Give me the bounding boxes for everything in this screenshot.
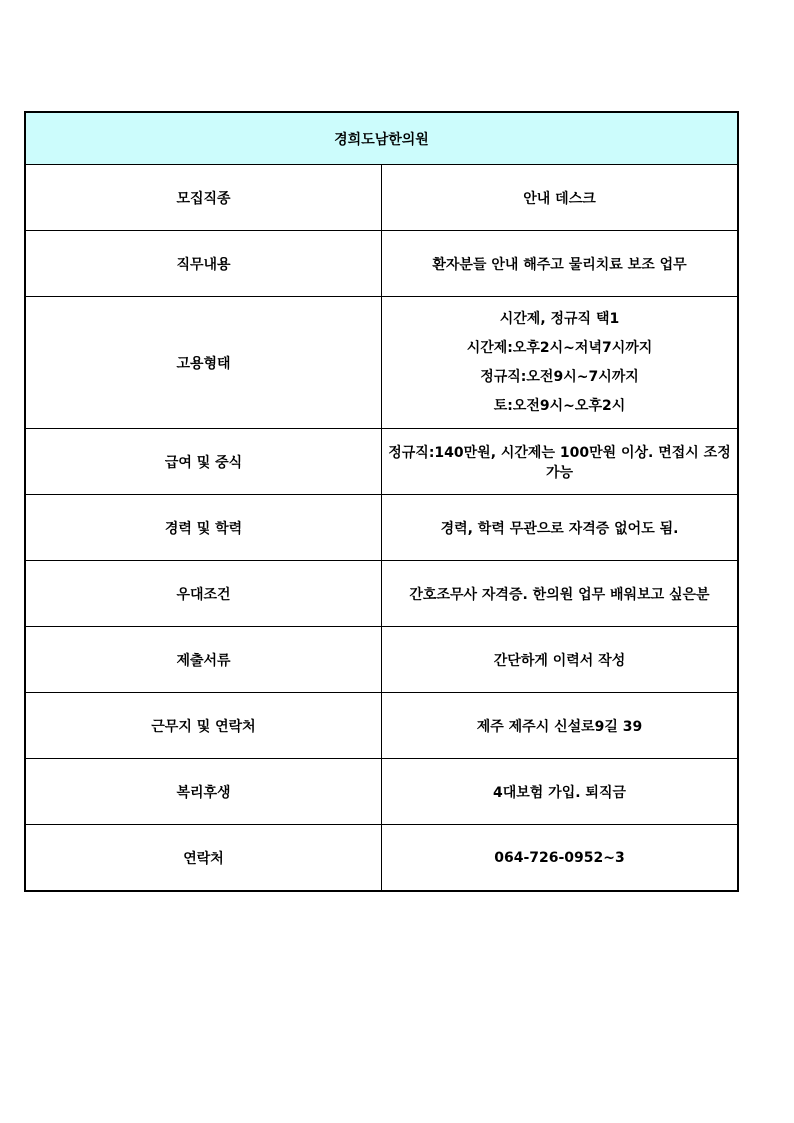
row-value-preferred: 간호조무사 자격증. 한의원 업무 배워보고 싶은분	[382, 561, 739, 627]
row-label-salary: 급여 및 중식	[25, 429, 382, 495]
row-value-location: 제주 제주시 신설로9길 39	[382, 693, 739, 759]
table-row	[25, 825, 738, 892]
employment-line: 시간제:오후2시~저녁7시까지	[466, 339, 653, 356]
row-value-experience: 경력, 학력 무관으로 자격증 없어도 됨.	[382, 495, 739, 561]
row-label-contact: 연락처	[25, 825, 382, 892]
table-row	[25, 561, 738, 627]
row-label-benefits: 복리후생	[25, 759, 382, 825]
table-row	[25, 693, 738, 759]
row-label-experience: 경력 및 학력	[25, 495, 382, 561]
clinic-title: 경희도남한의원	[25, 112, 738, 165]
row-label-duties: 직무내용	[25, 231, 382, 297]
employment-line: 정규직:오전9시~7시까지	[480, 368, 639, 385]
table-row	[25, 231, 738, 297]
job-posting-table	[24, 111, 739, 892]
row-value-duties: 환자분들 안내 해주고 물리치료 보조 업무	[382, 231, 739, 297]
row-value-benefits: 4대보험 가입. 퇴직금	[382, 759, 739, 825]
row-label-job-type: 모집직종	[25, 165, 382, 231]
row-value-documents: 간단하게 이력서 작성	[382, 627, 739, 693]
employment-line: 토:오전9시~오후2시	[493, 397, 626, 414]
row-label-documents: 제출서류	[25, 627, 382, 693]
title-row	[25, 112, 738, 165]
row-value-salary: 정규직:140만원, 시간제는 100만원 이상. 면접시 조정가능	[382, 429, 739, 495]
row-label-preferred: 우대조건	[25, 561, 382, 627]
row-label-employment-type: 고용형태	[25, 297, 382, 429]
table-row	[25, 165, 738, 231]
table-row	[25, 759, 738, 825]
table-row	[25, 627, 738, 693]
row-value-employment-type	[382, 297, 739, 429]
table-row	[25, 429, 738, 495]
row-label-location: 근무지 및 연락처	[25, 693, 382, 759]
table-row	[25, 297, 738, 429]
row-value-job-type: 안내 데스크	[382, 165, 739, 231]
table-row	[25, 495, 738, 561]
employment-line: 시간제, 정규직 택1	[499, 310, 620, 327]
row-value-contact: 064-726-0952~3	[382, 825, 739, 892]
